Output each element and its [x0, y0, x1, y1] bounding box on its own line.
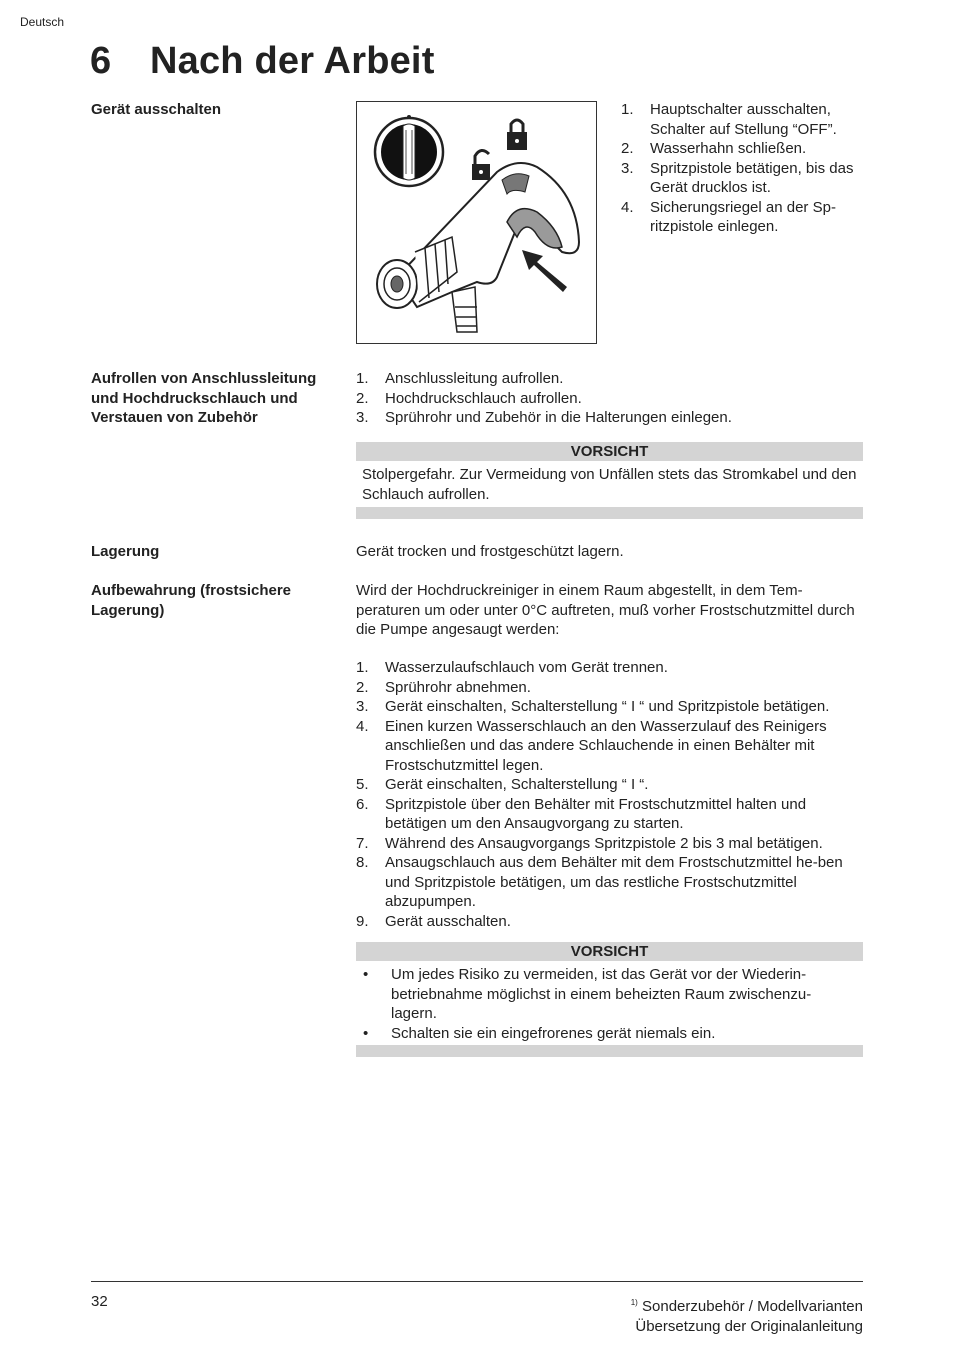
coil-steps [356, 369, 866, 428]
list-item: 8. Ansaugschlauch aus dem Behälter mit dem Frostschutzmittel he-ben und Spritzpistole betätigen, um das restliche Frostschutzmittel abzupumpen. [356, 854, 843, 910]
frost-steps [356, 658, 866, 931]
footer-notes [631, 1293, 863, 1336]
caution-header: VORSICHT [356, 442, 863, 461]
list-item: 1. Wasserzulaufschlauch vom Gerät trennen. [356, 659, 668, 676]
list-item: 2. Wasserhahn schließen. [621, 140, 807, 157]
list-item: 9. Gerät ausschalten. [356, 912, 511, 930]
section-heading-storage: Lagerung [91, 543, 160, 560]
chapter-number: 6 [90, 40, 112, 82]
frost-intro: Wird der Hochdruckreiniger in einem Raum abgestellt, in dem Tem-peraturen um oder unter 0°C auftreten, muß vorher Frostschutzmittel durch die Pumpe angesaugt werden: [356, 582, 855, 638]
section-heading-frost: Aufbewahrung (frostsichere Lagerung) [91, 582, 292, 619]
list-item: 6. Spritzpistole über den Behälter mit Frostschutzmittel halten und betätigen um den Ansaugvorgang zu starten. [356, 795, 807, 832]
page-title [90, 40, 435, 83]
translation-note: Übersetzung der Originalanleitung [635, 1317, 863, 1335]
list-item: 2. Sprührohr abnehmen. [356, 678, 531, 696]
caution-end-bar [356, 507, 863, 519]
list-item: 3. Spritzpistole betätigen, bis das Gerät drucklos ist. [621, 159, 854, 196]
list-item: • Schalten sie ein eingefrorenes gerät niemals ein. [363, 1024, 716, 1042]
list-item: • Um jedes Risiko zu vermeiden, ist das Gerät vor der Wiederin-betriebnahme möglichst in einem beheizten Raum zwischenzu-lagern. [363, 966, 812, 1022]
section-heading-coil: Aufrollen von Anschlussleitung und Hochdruckschlauch und Verstauen von Zubehör [91, 370, 317, 426]
list-item: 3. Sprührohr und Zubehör in die Halterungen einlegen. [356, 409, 732, 426]
list-item: 2. Hochdruckschlauch aufrollen. [356, 389, 582, 407]
caution-bullets [362, 965, 842, 1043]
list-item: 1. Hauptschalter ausschalten, Schalter auf Stellung “OFF”. [621, 101, 837, 138]
section-heading-switch-off: Gerät ausschalten [91, 101, 222, 118]
spray-gun-drawing [357, 102, 596, 343]
caution-end-bar [356, 1045, 863, 1057]
chapter-title: Nach der Arbeit [150, 40, 435, 82]
caution-text: Stolpergefahr. Zur Vermeidung von Unfällen stets das Stromkabel und den Schlauch aufrollen. [362, 466, 857, 503]
footer-divider [91, 1281, 863, 1282]
list-item: 7. Während des Ansaugvorgangs Spritzpistole 2 bis 3 mal betätigen. [356, 834, 823, 852]
list-item: 4. Sicherungsriegel an der Sp-ritzpistole einlegen. [621, 198, 836, 235]
language-label: Deutsch [20, 15, 65, 29]
list-item: 4. Einen kurzen Wasserschlauch an den Wasserzulauf des Reinigers anschließen und das andere Schlauchende in einen Behälter mit Frostschutzmittel legen. [356, 717, 827, 774]
storage-text: Gerät trocken und frostgeschützt lagern. [356, 543, 624, 560]
switch-off-steps [621, 100, 861, 237]
list-item: 3. Gerät einschalten, Schalterstellung “ I “ und Spritzpistole betätigen. [356, 698, 830, 715]
list-item: 5. Gerät einschalten, Schalterstellung “ I “. [356, 776, 649, 793]
page-number: 32 [91, 1293, 108, 1310]
footnote-marker: 1) [630, 1298, 638, 1307]
list-item: 1. Anschlussleitung aufrollen. [356, 370, 564, 387]
spray-gun-illustration [356, 101, 597, 344]
caution-header: VORSICHT [356, 942, 863, 961]
footnote-text: Sonderzubehör / Modellvarianten [642, 1298, 863, 1315]
